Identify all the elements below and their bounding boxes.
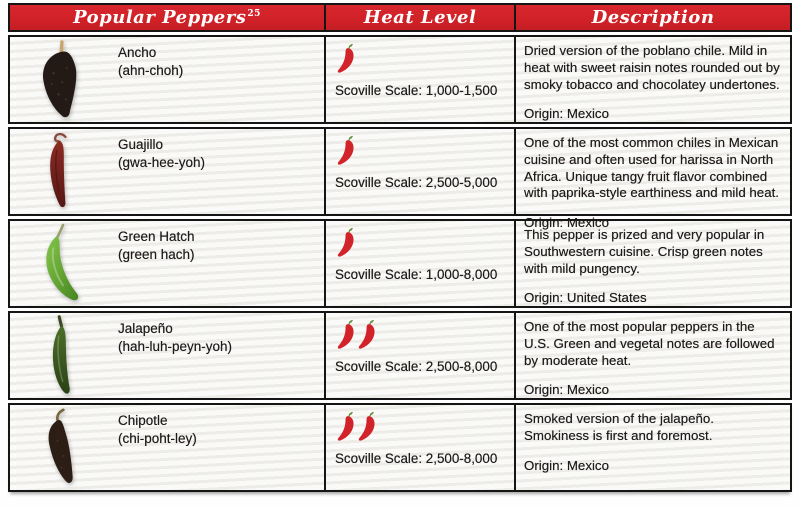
pepper-pronunciation: (hah-luh-peyn-yoh) (118, 338, 233, 354)
chili-pepper-icon (335, 42, 358, 75)
pepper-origin: Origin: Mexico (524, 382, 609, 398)
pepper-origin: Origin: Mexico (524, 106, 609, 122)
pepper-description: One of the most popular peppers in the U.S. Green and vegetal notes are followed by moderate heat. (524, 319, 775, 368)
scoville-scale: Scoville Scale: 2,500-5,000 (335, 175, 498, 190)
description-cell (514, 313, 790, 398)
heat-level-icons (335, 42, 504, 76)
pepper-row-guajillo (8, 127, 792, 230)
table-body (8, 35, 792, 492)
pepper-names (118, 221, 195, 306)
pepper-name: Jalapeño (118, 321, 173, 336)
chili-pepper-icon (335, 318, 358, 351)
green-hatch-pepper-photo (10, 221, 118, 306)
pepper-cell (10, 221, 324, 306)
pepper-row-chipotle (8, 403, 792, 492)
pepper-cell (10, 405, 324, 490)
scoville-scale: Scoville Scale: 1,000-1,500 (335, 83, 498, 98)
chili-pepper-icon (356, 410, 379, 443)
scoville-scale: Scoville Scale: 2,500-8,000 (335, 359, 498, 374)
pepper-cell (10, 129, 324, 214)
ancho-pepper-photo (10, 37, 118, 122)
pepper-row-green-hatch (8, 219, 792, 308)
heat-level-icons (335, 410, 504, 444)
table-header-row (8, 3, 792, 32)
pepper-origin: Origin: Mexico (524, 215, 609, 230)
pepper-row-ancho (8, 35, 792, 124)
guajillo-pepper-photo (10, 129, 118, 214)
chili-pepper-icon (356, 318, 379, 351)
column-header-label: Heat Level (363, 7, 477, 28)
jalapeno-pepper-photo (10, 313, 118, 398)
column-header-description (514, 5, 790, 30)
pepper-name: Guajillo (118, 137, 164, 152)
pepper-names (118, 313, 232, 398)
pepper-pronunciation: (gwa-hee-yoh) (118, 154, 206, 170)
scoville-scale: Scoville Scale: 2,500-8,000 (335, 451, 498, 466)
column-header-label: Popular Peppers (73, 7, 247, 28)
pepper-cell (10, 37, 324, 122)
column-header-label: Description (591, 7, 715, 28)
chili-pepper-icon (335, 134, 358, 167)
pepper-name: Ancho (118, 45, 157, 60)
pepper-description: Dried version of the poblano chile. Mild in heat with sweet raisin notes rounded out by smoky tobacco and chocolatey undertones. (524, 43, 780, 92)
pepper-origin: Origin: Mexico (524, 457, 609, 473)
description-cell (514, 37, 790, 122)
pepper-name: Chipotle (118, 413, 168, 428)
heat-level-cell (324, 313, 514, 398)
column-header-popular-peppers (10, 5, 324, 30)
heat-level-cell (324, 221, 514, 306)
pepper-description: This pepper is prized and very popular in Southwestern cuisine. Crisp green notes with mild pungency. (524, 227, 765, 276)
pepper-description: One of the most common chiles in Mexican cuisine and often used for harissa in North Africa. Unique tangy fruit flavor combined with paprika-style earthiness and mild heat. (524, 135, 779, 201)
pepper-name: Green Hatch (118, 229, 195, 244)
footnote-superscript: 25 (247, 8, 261, 19)
pepper-names (118, 405, 197, 490)
description-cell (514, 129, 790, 230)
pepper-pronunciation: (chi-poht-ley) (118, 430, 197, 446)
pepper-names (118, 129, 205, 214)
chili-pepper-icon (335, 410, 358, 443)
pepper-pronunciation: (green hach) (118, 246, 195, 262)
heat-level-cell (324, 405, 514, 490)
chili-pepper-icon (335, 226, 358, 259)
description-cell (514, 221, 790, 306)
description-cell (514, 405, 790, 490)
pepper-names (118, 37, 183, 122)
pepper-pronunciation: (ahn-choh) (118, 62, 184, 78)
heat-level-cell (324, 37, 514, 122)
scoville-scale: Scoville Scale: 1,000-8,000 (335, 267, 498, 282)
chipotle-pepper-photo (10, 405, 118, 490)
column-header-heat-level (324, 5, 514, 30)
heat-level-icons (335, 134, 504, 168)
heat-level-icons (335, 318, 504, 352)
pepper-description: Smoked version of the jalapeño. Smokiness is first and foremost. (524, 411, 714, 443)
pepper-row-jalapeno (8, 311, 792, 400)
heat-level-icons (335, 226, 504, 260)
pepper-cell (10, 313, 324, 398)
pepper-origin: Origin: United States (524, 290, 647, 306)
heat-level-cell (324, 129, 514, 214)
